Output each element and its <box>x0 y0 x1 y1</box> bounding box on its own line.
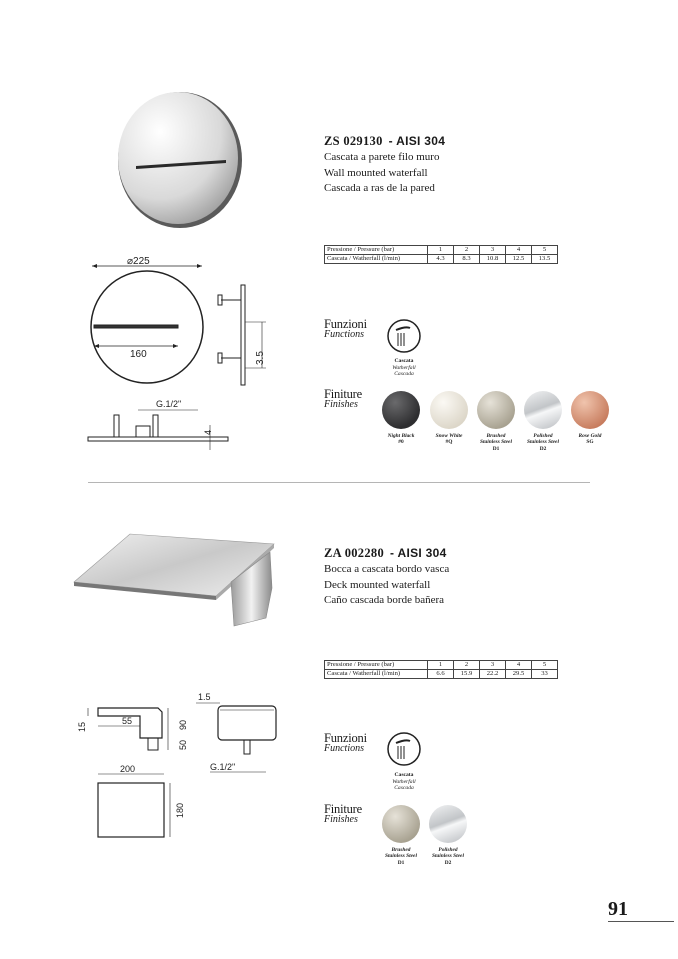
finish-name: Brushed <box>391 847 411 853</box>
dim-slot: 160 <box>130 349 147 360</box>
material-text: - AISI 304 <box>390 546 447 560</box>
table-cell: 13.5 <box>532 255 558 264</box>
dim-15: 15 <box>77 721 87 732</box>
desc-it: Bocca a cascata bordo vasca <box>324 563 450 575</box>
finish-swatch-night-black <box>382 391 420 429</box>
finish-swatch-polished-steel <box>524 391 562 429</box>
finish-swatch-rose-gold <box>571 391 609 429</box>
page-number: 91 <box>608 898 628 920</box>
material-text: - AISI 304 <box>388 134 446 148</box>
table-cell: 6.6 <box>428 670 454 679</box>
finish-name: Brushed <box>486 433 506 439</box>
table-cell: 3 <box>480 661 506 670</box>
table-cell: 5 <box>532 246 558 255</box>
table-cell: 12.5 <box>506 255 532 264</box>
table-row <box>325 670 558 679</box>
desc-en: Deck mounted waterfall <box>324 578 431 591</box>
table-cell: Pressione / Pressure (bar) <box>325 661 428 670</box>
product-code <box>324 546 447 561</box>
finish-code: #0 <box>398 439 404 446</box>
table-cell: 8.3 <box>454 255 480 264</box>
finish-name: Rose Gold <box>578 433 602 439</box>
table-cell: 33 <box>532 670 558 679</box>
page-number-rule <box>608 921 674 922</box>
functions-heading <box>324 318 367 340</box>
function-es: Cascada <box>394 785 414 791</box>
functions-title: Funzioni <box>324 731 367 745</box>
finishes-heading <box>324 803 362 825</box>
finish-name-line2: Stainless Steel <box>385 853 417 860</box>
finishes-title: Finiture <box>324 387 362 401</box>
finish-name-line2: Stainless Steel <box>527 439 559 446</box>
function-caption <box>374 772 434 792</box>
finishes-title: Finiture <box>324 802 362 816</box>
function-es: Cascada <box>394 371 414 377</box>
table-cell: 10.8 <box>480 255 506 264</box>
finish-code: D2 <box>539 445 547 452</box>
table-cell: Pressione / Pressure (bar) <box>325 246 428 255</box>
finish-swatch-brushed-steel <box>382 805 420 843</box>
table-cell: 22.2 <box>480 670 506 679</box>
function-en: Watherfall <box>392 364 416 371</box>
dim-200: 200 <box>120 764 136 774</box>
table-cell: 2 <box>454 661 480 670</box>
technical-drawing-deck-waterfall <box>70 688 280 848</box>
dim-50: 50 <box>178 739 188 750</box>
finishes-heading <box>324 388 362 410</box>
flow-table <box>324 660 558 679</box>
desc-it: Cascata a parete filo muro <box>324 151 440 163</box>
desc-en: Wall mounted waterfall <box>324 166 428 179</box>
table-cell: 29.5 <box>506 670 532 679</box>
product-code <box>324 134 445 149</box>
functions-heading <box>324 732 367 754</box>
finishes-subtitle: Finishes <box>324 399 358 410</box>
finish-swatch-snow-white <box>430 391 468 429</box>
finish-caption <box>420 847 476 866</box>
dim-diameter-value: 225 <box>133 256 150 267</box>
finishes-subtitle: Finishes <box>324 814 358 825</box>
table-cell: 1 <box>428 661 454 670</box>
finish-code: D2 <box>444 859 452 866</box>
function-en: Watherfall <box>392 778 416 785</box>
finish-name: Night Black <box>387 433 415 439</box>
flow-table <box>324 245 558 264</box>
table-cell: Cascata / Watherfall (l/min) <box>325 670 428 679</box>
finish-code: D1 <box>492 445 500 452</box>
function-it: Cascata <box>394 772 414 778</box>
finish-swatch-brushed-steel <box>477 391 515 429</box>
functions-subtitle: Functions <box>324 743 364 754</box>
code-text: ZA 002280 <box>324 546 384 560</box>
finish-name: Snow White <box>435 433 463 439</box>
table-row <box>325 255 558 264</box>
waterfall-function-icon <box>386 731 422 767</box>
finish-code: SG <box>586 439 594 446</box>
functions-subtitle: Functions <box>324 329 364 340</box>
table-cell: 1 <box>428 246 454 255</box>
table-cell: 15.9 <box>454 670 480 679</box>
waterfall-function-icon <box>386 318 422 354</box>
dim-90: 90 <box>178 719 188 730</box>
dim-diameter: ⌀225 <box>127 256 150 267</box>
table-cell: 4 <box>506 246 532 255</box>
finish-swatch-polished-steel <box>429 805 467 843</box>
finish-name-line2: Stainless Steel <box>480 439 512 446</box>
finish-code: D1 <box>397 859 405 866</box>
dim-thread: G.1/2" <box>210 762 236 772</box>
desc-es: Caño cascada borde bañera <box>324 594 445 606</box>
functions-title: Funzioni <box>324 317 367 331</box>
dim-depth: 3.5 <box>255 351 266 365</box>
table-cell: 2 <box>454 246 480 255</box>
product-description <box>324 562 449 609</box>
section-divider <box>88 482 590 483</box>
table-cell: Cascata / Watherfall (l/min) <box>325 255 428 264</box>
product-photo-wall-waterfall <box>108 84 248 234</box>
function-it: Cascata <box>394 358 414 364</box>
code-text: ZS 029130 <box>324 134 383 148</box>
finish-name-line2: Stainless Steel <box>432 853 464 860</box>
dim-180: 180 <box>175 802 185 818</box>
table-cell: 5 <box>532 661 558 670</box>
product-photo-deck-waterfall <box>66 518 286 638</box>
table-cell: 4.3 <box>428 255 454 264</box>
dim-55: 55 <box>122 716 133 726</box>
finish-code: #Q <box>445 439 453 446</box>
dim-1-5: 1.5 <box>198 692 211 702</box>
finish-name: Polished <box>533 433 553 439</box>
finish-caption <box>562 433 618 446</box>
function-caption <box>374 358 434 378</box>
desc-es: Cascada a ras de la pared <box>324 182 435 194</box>
dim-thickness: 4 <box>203 429 213 435</box>
table-row <box>325 661 558 670</box>
dim-thread: G.1/2" <box>156 399 182 409</box>
product-description <box>324 150 439 197</box>
table-cell: 3 <box>480 246 506 255</box>
finish-name: Polished <box>438 847 458 853</box>
table-cell: 4 <box>506 661 532 670</box>
technical-drawing-wall-waterfall <box>78 250 278 460</box>
table-row <box>325 246 558 255</box>
